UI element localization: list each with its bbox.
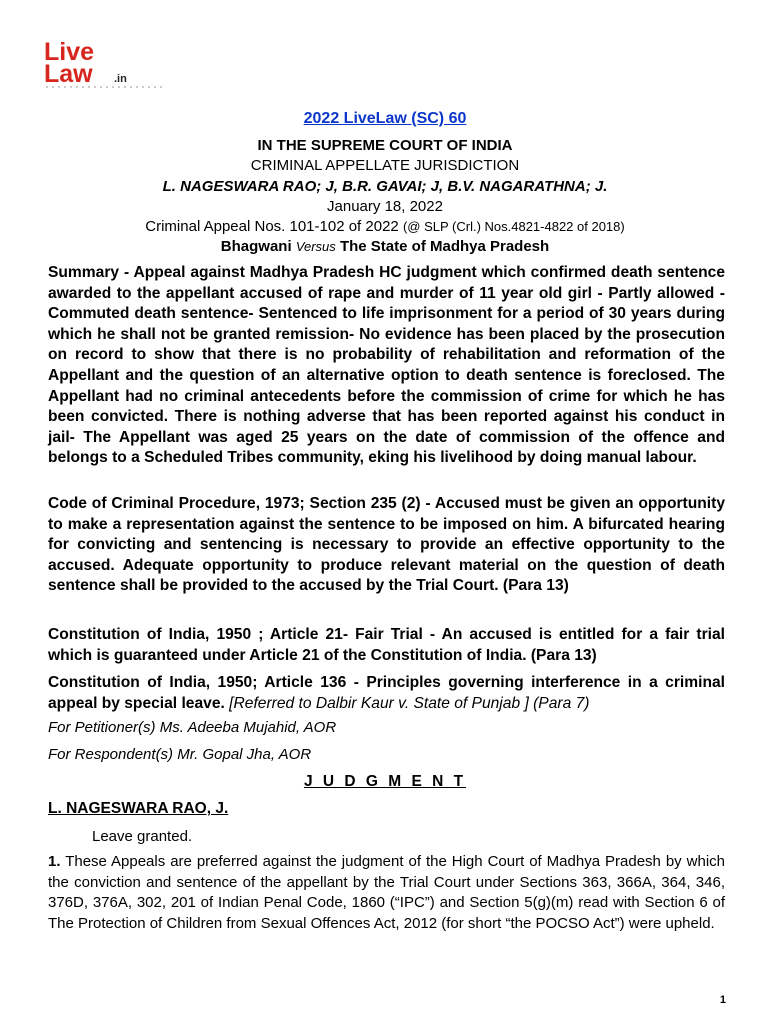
headnote-article-136-text: Constitution of India, 1950; Article 136 - Principles governing interference in a criminal appeal by special leave. <box>48 674 725 712</box>
logo-line1: Live <box>44 38 95 66</box>
versus-label: Versus <box>295 239 336 254</box>
counsel-respondent: For Respondent(s) Mr. Gopal Jha, AOR <box>48 746 312 763</box>
party-respondent: The State of Madhya Pradesh <box>339 238 550 255</box>
headnote-article-136 <box>48 673 725 714</box>
paragraph-number: 1. <box>48 853 61 870</box>
summary-paragraph: Summary - Appeal against Madhya Pradesh HC judgment which confirmed death sentence awarded to the appellant accused of rape and murder of 11 year old girl - Partly allowed - Commuted death sentence- Sentenced to life imprisonment for a period of 30 years during which he shall not be granted remission- No evidence has been placed by the prosecution on record to show that there is no probability of rehabilitation and reformation of the Appellant and the question of an alternative option to death sentence is foreclosed. The Appellant had no criminal antecedents before the commission of crime for which he has been convicted. There is nothing adverse that has been reported against his conduct in jail- The Appellant was aged 25 years on the date of commission of the offence and belongs to a Scheduled Tribes community, eking his livelihood by doing manual labour. <box>48 264 725 467</box>
court-name: IN THE SUPREME COURT OF INDIA <box>257 137 513 154</box>
counsel-petitioner: For Petitioner(s) Ms. Adeeba Mujahid, AOR <box>48 719 337 736</box>
parties <box>48 238 722 255</box>
logo-suffix: .in <box>114 73 127 85</box>
judgment-title: J U D G M E N T <box>303 773 467 790</box>
leave-granted: Leave granted. <box>92 828 193 845</box>
livelaw-logo-graphic <box>44 38 174 90</box>
page-number: 1 <box>719 994 726 1006</box>
judge-name: L. NAGESWARA RAO, J. <box>48 800 229 817</box>
appeal-number <box>48 218 722 235</box>
party-appellant: Bhagwani <box>220 238 292 255</box>
headnote-article-136-reference: [Referred to Dalbir Kaur v. State of Punjab ] (Para 7) <box>229 694 590 712</box>
citation-link[interactable]: 2022 LiveLaw (SC) 60 <box>303 110 467 127</box>
appeal-slp: (@ SLP (Crl.) Nos.4821-4822 of 2018) <box>402 219 625 234</box>
judgment-date: January 18, 2022 <box>327 198 443 215</box>
logo-line2: Law <box>44 60 93 88</box>
judgment-paragraph-1 <box>48 852 725 934</box>
headnote-crpc: Code of Criminal Procedure, 1973; Section 235 (2) - Accused must be given an opportunity to make a representation against the sentence to be imposed on him. A bifurcated hearing for convicting and sentencing is necessary to provide an effective opportunity to the accused. Adequate opportunity to produce relevant material on the question of death sentence shall be provided to the accused by the Trial Court. (Para 13) <box>48 495 725 595</box>
citation-heading <box>48 110 722 128</box>
paragraph-1-text: These Appeals are preferred against the judgment of the High Court of Madhya Pradesh by which the conviction and sentence of the appellant by the Trial Court under Sections 363, 366A, 364, 346, 376D, 376A, 302, 201 of Indian Penal Code, 1860 (“IPC”) and Section 5(g)(m) read with Section 6 of The Protection of Children from Sexual Offences Act, 2012 (for short “the POCSO Act”) were upheld. <box>48 853 725 932</box>
jurisdiction: CRIMINAL APPELLATE JURISDICTION <box>250 157 520 174</box>
headnote-article-21: Constitution of India, 1950 ; Article 21- Fair Trial - An accused is entitled for a fair trial which is guaranteed under Article 21 of the Constitution of India. (Para 13) <box>48 626 725 664</box>
livelaw-logo <box>44 38 174 90</box>
appeal-main: Criminal Appeal Nos. 101-102 of 2022 <box>145 218 403 235</box>
bench: L. NAGESWARA RAO; J, B.R. GAVAI; J, B.V. NAGARATHNA; J. <box>162 178 608 195</box>
